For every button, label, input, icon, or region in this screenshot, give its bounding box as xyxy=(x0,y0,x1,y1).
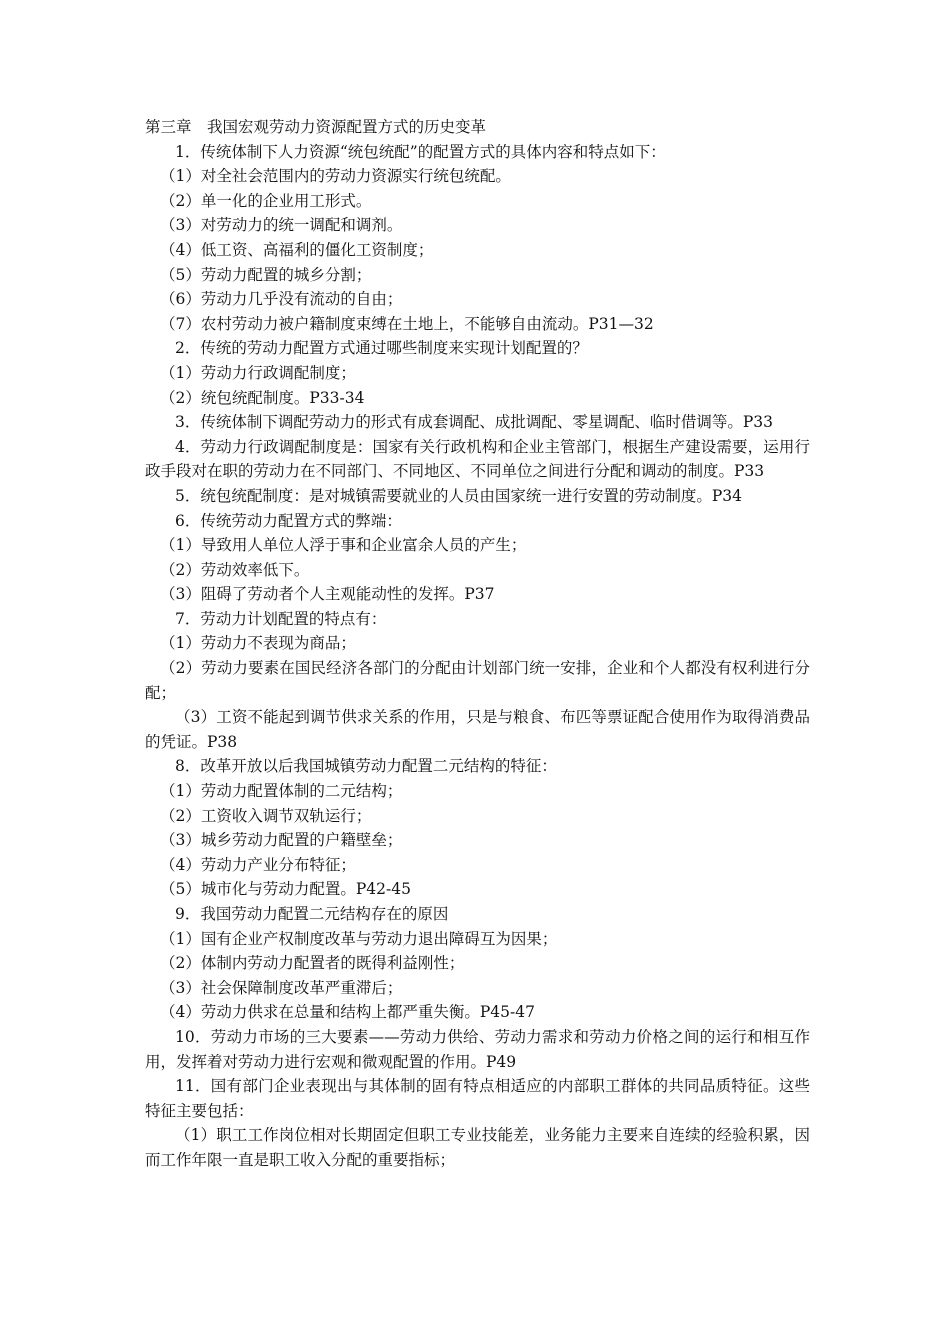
paragraph-line: （1）国有企业产权制度改革与劳动力退出障碍互为因果； xyxy=(160,929,558,948)
paragraph-line: （4）低工资、高福利的僵化工资制度； xyxy=(160,240,434,259)
paragraph-line: 4．劳动力行政调配制度是：国家有关行政机构和企业主管部门，根据生产建设需要，运用行政手段对在职的劳动力在不同部门、不同地区、不同单位之间进行分配和调动的制度。P33 xyxy=(145,437,810,481)
paragraph-line: （4）劳动力产业分布特征； xyxy=(160,855,356,874)
paragraph-line: （5）劳动力配置的城乡分割； xyxy=(160,265,372,284)
paragraph-line: 1．传统体制下人力资源“统包统配”的配置方式的具体内容和特点如下： xyxy=(175,142,666,161)
paragraph-line: 6．传统劳动力配置方式的弊端： xyxy=(175,511,402,530)
paragraph-line: （2）统包统配制度。P33-34 xyxy=(160,388,365,407)
paragraph-line: （3）社会保障制度改革严重滞后； xyxy=(160,978,403,997)
paragraph-line: 2．传统的劳动力配置方式通过哪些制度来实现计划配置的？ xyxy=(175,339,588,358)
paragraph-line: （1）对全社会范围内的劳动力资源实行统包统配。 xyxy=(160,167,511,186)
paragraph-line: （2）劳动力要素在国民经济各部门的分配由计划部门统一安排，企业和个人都没有权利进行分配； xyxy=(145,659,810,702)
paragraph-line: （5）城市化与劳动力配置。P42-45 xyxy=(160,880,411,899)
paragraph-line: （1）劳动力不表现为商品； xyxy=(160,634,356,653)
chapter-title: 第三章 我国宏观劳动力资源配置方式的历史变革 xyxy=(145,118,487,136)
paragraph-list xyxy=(145,140,810,1173)
paragraph-line: （3）阻碍了劳动者个人主观能动性的发挥。P37 xyxy=(160,585,495,604)
paragraph-line: 7．劳动力计划配置的特点有： xyxy=(175,609,387,628)
paragraph-line: （1）职工工作岗位相对长期固定但职工专业技能差，业务能力主要来自连续的经验积累，因而工作年限一直是职工收入分配的重要指标； xyxy=(145,1126,810,1169)
paragraph-line: 5．统包统配制度：是对城镇需要就业的人员由国家统一进行安置的劳动制度。P34 xyxy=(175,486,743,505)
paragraph-line: 3．传统体制下调配劳动力的形式有成套调配、成批调配、零星调配、临时借调等。P33 xyxy=(175,413,774,432)
paragraph-line: （1）导致用人单位人浮于事和企业富余人员的产生； xyxy=(160,536,527,555)
document-body xyxy=(145,115,810,1173)
paragraph-line: （4）劳动力供求在总量和结构上都严重失衡。P45-47 xyxy=(160,1003,535,1022)
paragraph-line: （2）工资收入调节双轨运行； xyxy=(160,806,372,825)
paragraph-line: （1）劳动力配置体制的二元结构； xyxy=(160,782,403,801)
paragraph-line: （6）劳动力几乎没有流动的自由； xyxy=(160,290,403,309)
paragraph-line: （2）单一化的企业用工形式。 xyxy=(160,191,372,210)
paragraph-line: （3）对劳动力的统一调配和调剂。 xyxy=(160,216,403,235)
paragraph-line: 10．劳动力市场的三大要素——劳动力供给、劳动力需求和劳动力价格之间的运行和相互作用，发挥着对劳动力进行宏观和微观配置的作用。P49 xyxy=(145,1027,810,1071)
paragraph-line: （2）体制内劳动力配置者的既得利益刚性； xyxy=(160,954,465,973)
paragraph-line: 9．我国劳动力配置二元结构存在的原因 xyxy=(175,905,449,923)
paragraph-line: （2）劳动效率低下。 xyxy=(160,560,310,579)
paragraph-line: 11．国有部门企业表现出与其体制的固有特点相适应的内部职工群体的共同品质特征。这些特征主要包括： xyxy=(145,1077,810,1120)
paragraph-line: 8．改革开放以后我国城镇劳动力配置二元结构的特征： xyxy=(175,757,557,776)
paragraph-line: （3）工资不能起到调节供求关系的作用，只是与粮食、布匹等票证配合使用作为取得消费品的凭证。P38 xyxy=(145,708,810,751)
paragraph-line: （3）城乡劳动力配置的户籍壁垒； xyxy=(160,831,403,850)
paragraph-line: （1）劳动力行政调配制度； xyxy=(160,363,356,382)
paragraph-line: （7）农村劳动力被户籍制度束缚在土地上，不能够自由流动。P31—32 xyxy=(160,314,654,333)
